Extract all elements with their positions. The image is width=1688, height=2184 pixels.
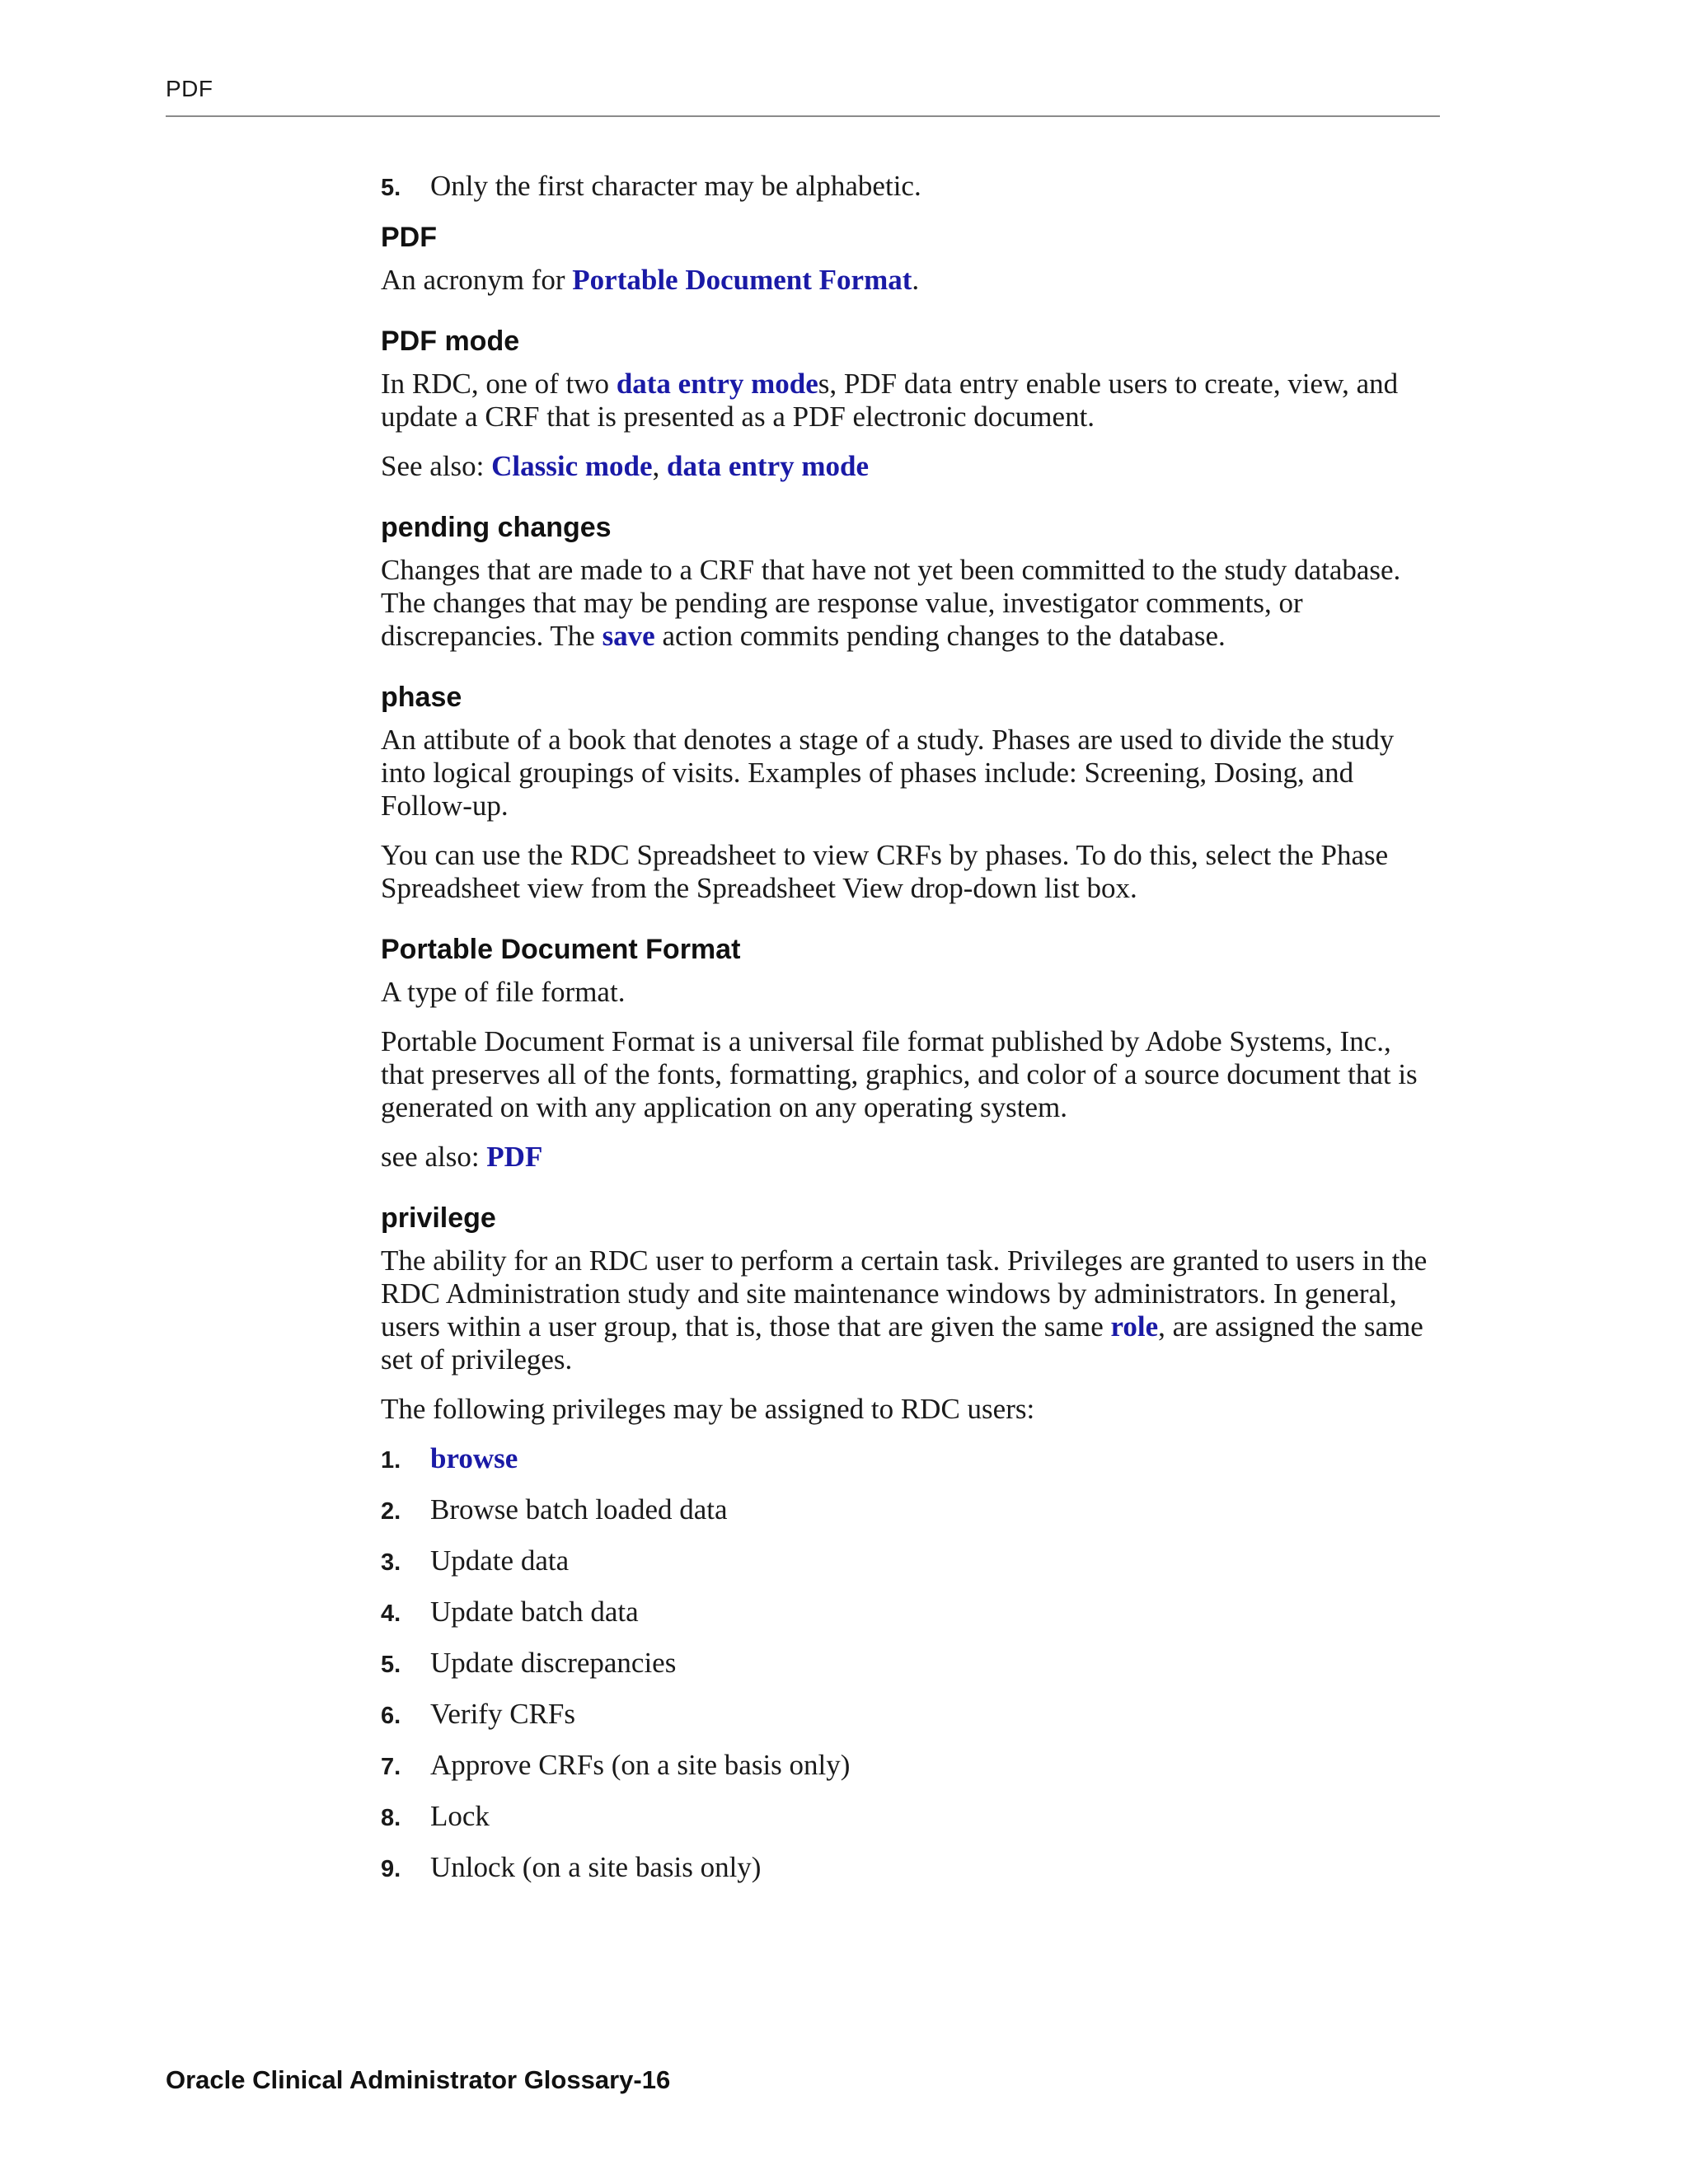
privilege-item-9 <box>381 1851 1440 1886</box>
see-also-label: See also: <box>381 450 492 482</box>
list-number: 8. <box>381 1805 401 1831</box>
definition-privilege <box>381 1244 1440 1376</box>
list-number: 4. <box>381 1601 401 1627</box>
definition-pending-changes <box>381 554 1440 653</box>
definition-pdf <box>381 264 1440 297</box>
link-pdf[interactable]: PDF <box>486 1141 543 1173</box>
definition-text: An acronym for <box>381 264 573 296</box>
list-item-text: Update batch data <box>430 1596 639 1628</box>
definition-privilege-2: The following privileges may be assigned to RDC users: <box>381 1393 1035 1425</box>
list-item-text: Browse batch loaded data <box>430 1493 728 1526</box>
term-heading-pdf: PDF <box>381 222 437 253</box>
list-number: 1. <box>381 1447 401 1474</box>
privilege-item-3 <box>381 1544 1440 1579</box>
privilege-item-2 <box>381 1493 1440 1528</box>
definition-text: Changes that are made to a CRF that have not yet been committed to the study database. The changes that may be pending are response value, investigator comments, or discrepancies. The <box>381 554 1401 652</box>
list-number: 2. <box>381 1498 401 1525</box>
list-number: 9. <box>381 1856 401 1882</box>
definition-portable-document-format-2: Portable Document Format is a universal file format published by Adobe Systems, Inc., that preserves all of the fonts, formatting, graphics, and color of a source document that is generated on with any application on any operating system. <box>381 1025 1418 1123</box>
list-item <box>381 170 1440 204</box>
see-also-separator: , <box>652 450 668 482</box>
list-number: 5. <box>381 175 401 201</box>
see-also-pdf-mode <box>381 450 1440 483</box>
list-number: 5. <box>381 1652 401 1678</box>
header-rule <box>166 115 1440 117</box>
list-item-text: Update discrepancies <box>430 1647 677 1679</box>
definition-phase-2: You can use the RDC Spreadsheet to view CRFs by phases. To do this, select the Phase Spreadsheet view from the Spreadsheet View drop-down list box. <box>381 839 1389 904</box>
definition-text: . <box>912 264 920 296</box>
definition-pdf-mode <box>381 368 1440 434</box>
privilege-item-1 <box>381 1442 1440 1477</box>
list-item-text: Approve CRFs (on a site basis only) <box>430 1749 851 1781</box>
term-heading-pdf-mode: PDF mode <box>381 326 520 357</box>
list-item-text: Unlock (on a site basis only) <box>430 1851 762 1883</box>
term-heading-pending-changes: pending changes <box>381 512 612 543</box>
privilege-item-8 <box>381 1800 1440 1835</box>
definition-text: action commits pending changes to the database. <box>654 620 1226 652</box>
running-header: PDF <box>166 76 213 101</box>
definition-text: The ability for an RDC user to perform a certain task. Privileges are granted to users in the RDC Administration study and site maintenance windows by administrators. In general, users within a user group, that is, those that are given the same <box>381 1244 1428 1343</box>
list-item-text: Update data <box>430 1544 570 1577</box>
list-number: 6. <box>381 1703 401 1729</box>
link-browse[interactable]: browse <box>430 1442 518 1474</box>
definition-phase: An attibute of a book that denotes a stage of a study. Phases are used to divide the study into logical groupings of visits. Examples of phases include: Screening, Dosing, and Follow-up. <box>381 724 1395 822</box>
link-portable-document-format[interactable]: Portable Document Format <box>572 264 912 296</box>
list-number: 7. <box>381 1754 401 1780</box>
link-data-entry-mode[interactable]: data entry mode <box>616 368 818 400</box>
definition-text: s, PDF data entry enable users to create, view, and update a CRF that is presented as a PDF electronic document. <box>381 368 1399 433</box>
term-heading-portable-document-format: Portable Document Format <box>381 934 741 965</box>
privilege-item-4 <box>381 1596 1440 1630</box>
list-number: 3. <box>381 1549 401 1576</box>
link-save[interactable]: save <box>602 620 655 652</box>
page-footer: Oracle Clinical Administrator Glossary-16 <box>166 2065 671 2094</box>
privilege-item-6 <box>381 1698 1440 1732</box>
link-role[interactable]: role <box>1110 1310 1159 1343</box>
privilege-item-5 <box>381 1647 1440 1681</box>
definition-text: In RDC, one of two <box>381 368 617 400</box>
definition-text: , are assigned the same set of privileges. <box>381 1310 1423 1376</box>
privilege-item-7 <box>381 1749 1440 1783</box>
see-also-label: see also: <box>381 1141 487 1173</box>
term-heading-phase: phase <box>381 682 462 713</box>
definition-portable-document-format: A type of file format. <box>381 976 626 1008</box>
see-also-portable-document-format <box>381 1141 1440 1174</box>
link-classic-mode[interactable]: Classic mode <box>491 450 653 482</box>
list-item-text: Lock <box>430 1800 490 1832</box>
list-item-text: Only the first character may be alphabetic. <box>430 170 921 202</box>
glossary-content <box>381 170 1440 1902</box>
link-data-entry-mode-2[interactable]: data entry mode <box>667 450 870 482</box>
term-heading-privilege: privilege <box>381 1202 496 1234</box>
list-item-text: Verify CRFs <box>430 1698 575 1730</box>
